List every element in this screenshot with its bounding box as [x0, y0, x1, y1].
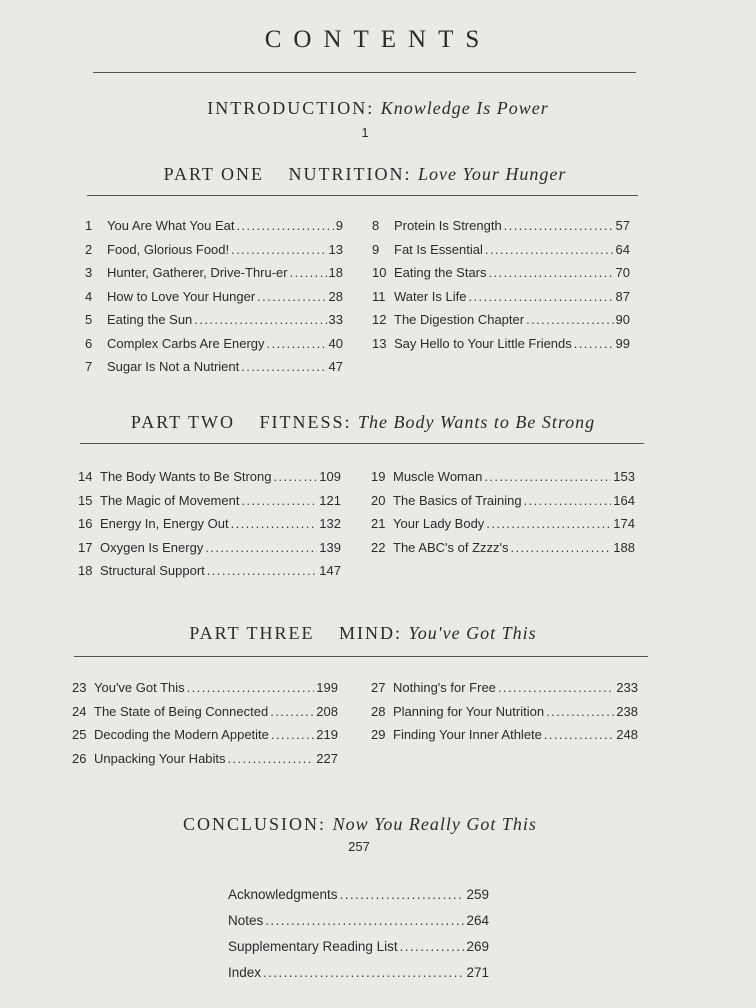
- chapter-number: 9: [372, 241, 380, 257]
- dot-leader: [205, 540, 317, 555]
- part-three-heading: [0, 623, 726, 644]
- chapter-title: The Basics of Training: [393, 492, 522, 508]
- chapter-number: 23: [72, 680, 87, 695]
- chapter-number: 12: [372, 312, 387, 327]
- chapter-number: 15: [78, 492, 93, 508]
- toc-entry: [371, 540, 635, 564]
- dot-leader: [489, 265, 614, 280]
- chapter-number: 28: [371, 703, 386, 719]
- page-number: 9: [335, 218, 343, 233]
- dot-leader: [524, 493, 612, 508]
- page-number: 33: [328, 312, 343, 327]
- chapter-title: Food, Glorious Food!: [107, 241, 230, 257]
- toc-entry: [85, 359, 343, 383]
- page-number: 109: [319, 469, 341, 484]
- toc-entry: [85, 265, 343, 289]
- part-one-right-column: [372, 218, 630, 359]
- part-two-heading: [0, 412, 726, 433]
- dot-leader: [187, 680, 315, 695]
- conclusion-subtitle: Now You Really Got This: [332, 814, 537, 834]
- dot-leader: [228, 751, 315, 766]
- chapter-number: 14: [78, 469, 93, 484]
- chapter-number: 16: [78, 516, 93, 531]
- conclusion-label: CONCLUSION:: [183, 814, 327, 834]
- page-number: 132: [319, 516, 341, 531]
- chapter-title: Index: [228, 965, 262, 980]
- page-number: 174: [613, 516, 635, 531]
- chapter-title: Acknowledgments: [228, 887, 338, 902]
- dot-leader: [544, 727, 614, 742]
- toc-entry: [78, 516, 341, 540]
- dot-leader: [241, 359, 326, 374]
- dot-leader: [270, 704, 314, 719]
- chapter-number: 1: [85, 218, 93, 233]
- dot-leader: [274, 469, 318, 484]
- dot-leader: [194, 312, 326, 327]
- chapter-title: The Magic of Movement: [100, 492, 240, 508]
- conclusion-page: 257: [348, 839, 370, 854]
- page-number: 99: [615, 335, 630, 351]
- chapter-title: Notes: [228, 913, 264, 928]
- toc-entry: [228, 939, 489, 965]
- dot-leader: [486, 516, 611, 531]
- toc-entry: [72, 680, 338, 704]
- page-number: 70: [615, 265, 630, 280]
- toc-entry: [85, 218, 343, 242]
- dot-leader: [400, 939, 465, 954]
- introduction-heading: [0, 98, 756, 119]
- toc-entry: [372, 312, 630, 336]
- chapter-title: Nothing's for Free: [393, 680, 496, 695]
- page-number: 57: [615, 218, 630, 233]
- dot-leader: [340, 887, 465, 902]
- chapter-number: 7: [85, 359, 93, 374]
- chapter-title: The ABC's of Zzzz's: [393, 539, 509, 555]
- part-two-right-column: [371, 469, 635, 563]
- dot-leader: [484, 469, 611, 484]
- dot-leader: [290, 265, 327, 280]
- conclusion-heading: [0, 814, 720, 835]
- chapter-number: 26: [72, 750, 87, 766]
- dot-leader: [511, 540, 612, 555]
- toc-entry: [228, 913, 489, 939]
- introduction-label: INTRODUCTION:: [207, 98, 375, 118]
- introduction-page: 1: [361, 125, 369, 140]
- toc-entry: [372, 289, 630, 313]
- page-number: 153: [613, 469, 635, 484]
- chapter-title: Structural Support: [100, 563, 205, 578]
- chapter-title: Oxygen Is Energy: [100, 539, 204, 555]
- page-title: CONTENTS: [264, 26, 492, 53]
- chapter-title: Energy In, Energy Out: [100, 516, 229, 531]
- part-three-left-column: [72, 680, 338, 774]
- page-number: 227: [316, 750, 338, 766]
- toc-entry: [72, 704, 338, 728]
- dot-leader: [257, 289, 326, 304]
- toc-entry: [85, 312, 343, 336]
- page-number: 208: [316, 703, 338, 719]
- part-one-rule: [87, 195, 638, 196]
- chapter-title: Decoding the Modern Appetite: [94, 727, 269, 742]
- toc-entry: [372, 336, 630, 360]
- chapter-number: 27: [371, 680, 386, 695]
- toc-entry: [371, 493, 635, 517]
- dot-leader: [263, 965, 464, 980]
- part-one-label: PART ONE: [163, 164, 265, 184]
- page-number: 90: [615, 312, 630, 327]
- page-number: 28: [328, 288, 343, 304]
- dot-leader: [526, 312, 613, 327]
- chapter-title: The State of Being Connected: [94, 703, 269, 719]
- page-number: 233: [616, 680, 638, 695]
- page-number: 219: [316, 727, 338, 742]
- part-one-section: NUTRITION:: [288, 164, 412, 184]
- chapter-number: 17: [78, 539, 93, 555]
- introduction-subtitle: Knowledge Is Power: [380, 98, 549, 118]
- toc-entry: [78, 540, 341, 564]
- chapter-number: 6: [85, 335, 93, 351]
- chapter-title: You've Got This: [94, 680, 185, 695]
- back-matter-list: [228, 887, 489, 991]
- chapter-title: Supplementary Reading List: [228, 939, 398, 954]
- dot-leader: [231, 516, 318, 531]
- page-number: 269: [466, 939, 489, 954]
- dot-leader: [498, 680, 614, 695]
- chapter-title: Hunter, Gatherer, Drive-Thru-er: [107, 265, 288, 280]
- page-number: 271: [466, 965, 489, 980]
- page-number: 64: [615, 241, 630, 257]
- chapter-title: The Digestion Chapter: [394, 312, 525, 327]
- page-number: 259: [466, 887, 489, 902]
- toc-entry: [372, 242, 630, 266]
- chapter-title: Say Hello to Your Little Friends: [394, 335, 572, 351]
- page-number: 188: [613, 539, 635, 555]
- chapter-number: 24: [72, 703, 87, 719]
- toc-entry: [78, 469, 341, 493]
- chapter-number: 2: [85, 241, 93, 257]
- part-one-left-column: [85, 218, 343, 383]
- dot-leader: [574, 336, 614, 351]
- page-number: 199: [316, 680, 338, 695]
- chapter-number: 25: [72, 727, 87, 742]
- part-two-subtitle: The Body Wants to Be Strong: [358, 412, 596, 432]
- dot-leader: [271, 727, 314, 742]
- chapter-number: 5: [85, 312, 93, 327]
- toc-entry: [72, 751, 338, 775]
- part-two-label: PART TWO: [130, 412, 235, 432]
- dot-leader: [207, 563, 318, 578]
- part-three-subtitle: You've Got This: [408, 623, 537, 643]
- chapter-number: 21: [371, 516, 386, 531]
- dot-leader: [231, 242, 326, 257]
- toc-entry: [372, 265, 630, 289]
- chapter-title: You Are What You Eat: [107, 218, 235, 233]
- chapter-number: 13: [372, 335, 387, 351]
- chapter-number: 8: [372, 218, 380, 233]
- toc-entry: [78, 493, 341, 517]
- title-rule: [93, 72, 636, 73]
- page-number: 40: [328, 335, 343, 351]
- dot-leader: [546, 704, 614, 719]
- page-number: 47: [328, 359, 343, 374]
- toc-entry: [372, 218, 630, 242]
- toc-entry: [371, 680, 638, 704]
- chapter-number: 10: [372, 265, 387, 280]
- chapter-title: Water Is Life: [394, 288, 467, 304]
- chapter-title: Muscle Woman: [393, 469, 483, 484]
- chapter-title: Eating the Stars: [394, 265, 487, 280]
- chapter-title: How to Love Your Hunger: [107, 288, 256, 304]
- page-number: 87: [615, 288, 630, 304]
- chapter-number: 4: [85, 288, 93, 304]
- chapter-number: 19: [371, 469, 386, 484]
- toc-entry: [85, 336, 343, 360]
- chapter-title: Eating the Sun: [107, 312, 193, 327]
- page-number: 164: [613, 492, 635, 508]
- chapter-number: 20: [371, 492, 386, 508]
- toc-entry: [228, 965, 489, 991]
- part-three-right-column: [371, 680, 638, 751]
- dot-leader: [241, 493, 317, 508]
- part-one-heading: [0, 164, 730, 185]
- part-three-rule: [74, 656, 648, 657]
- part-one-subtitle: Love Your Hunger: [418, 164, 567, 184]
- chapter-number: 11: [372, 288, 386, 304]
- chapter-title: Finding Your Inner Athlete: [393, 727, 542, 742]
- chapter-title: Fat Is Essential: [394, 241, 483, 257]
- dot-leader: [236, 218, 333, 233]
- dot-leader: [485, 242, 614, 257]
- page-number: 238: [616, 703, 638, 719]
- toc-entry: [72, 727, 338, 751]
- page-number: 13: [328, 241, 343, 257]
- part-two-section: FITNESS:: [259, 412, 352, 432]
- chapter-title: Complex Carbs Are Energy: [107, 335, 265, 351]
- chapter-title: Sugar Is Not a Nutrient: [107, 359, 240, 374]
- page-number: 147: [319, 563, 341, 578]
- chapter-title: The Body Wants to Be Strong: [100, 469, 272, 484]
- toc-entry: [85, 289, 343, 313]
- chapter-number: 18: [78, 563, 93, 578]
- toc-entry: [78, 563, 341, 587]
- dot-leader: [267, 336, 327, 351]
- toc-entry: [371, 727, 638, 751]
- page-number: 18: [328, 265, 343, 280]
- chapter-number: 29: [371, 727, 386, 742]
- toc-entry: [371, 704, 638, 728]
- dot-leader: [468, 289, 613, 304]
- page-number: 139: [319, 539, 341, 555]
- page-number: 121: [319, 492, 341, 508]
- part-two-rule: [80, 443, 644, 444]
- toc-entry: [371, 469, 635, 493]
- chapter-title: Unpacking Your Habits: [94, 750, 226, 766]
- part-three-label: PART THREE: [189, 623, 315, 643]
- part-three-section: MIND:: [338, 623, 402, 643]
- dot-leader: [265, 913, 464, 928]
- chapter-title: Planning for Your Nutrition: [393, 703, 545, 719]
- chapter-title: Protein Is Strength: [394, 218, 502, 233]
- page-number: 264: [466, 913, 489, 928]
- toc-entry: [228, 887, 489, 913]
- dot-leader: [504, 218, 614, 233]
- chapter-number: 3: [85, 265, 93, 280]
- page-number: 248: [616, 727, 638, 742]
- part-two-left-column: [78, 469, 341, 587]
- toc-entry: [85, 242, 343, 266]
- toc-entry: [371, 516, 635, 540]
- chapter-title: Your Lady Body: [393, 516, 485, 531]
- chapter-number: 22: [371, 539, 386, 555]
